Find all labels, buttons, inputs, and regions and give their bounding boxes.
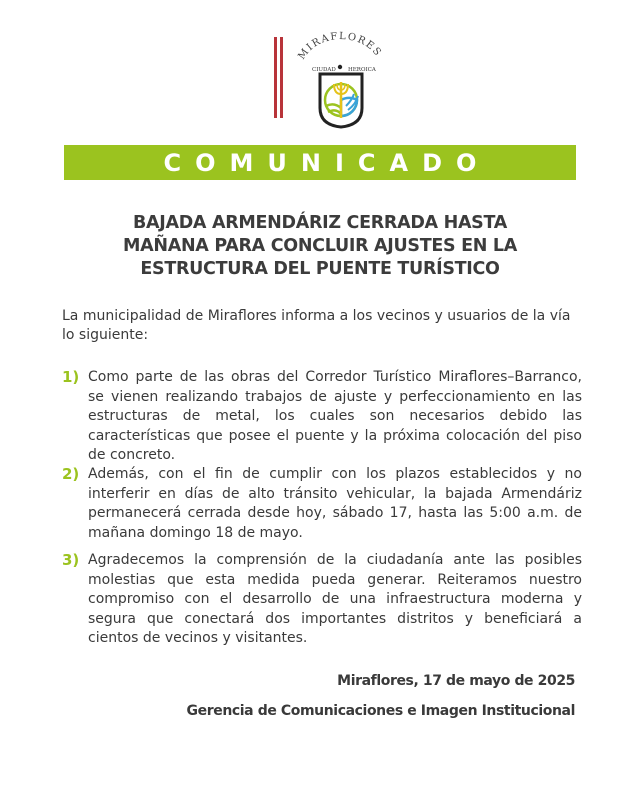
list-item xyxy=(62,368,582,466)
svg-text:MIRAFLORES: MIRAFLORES xyxy=(296,30,384,62)
red-stripe xyxy=(280,37,283,118)
signature-department: Gerencia de Comunicaciones e Imagen Institucional xyxy=(186,703,575,719)
red-stripe xyxy=(274,37,277,118)
svg-text:CIUDAD: CIUDAD xyxy=(312,67,336,73)
signature-place-date: Miraflores, 17 de mayo de 2025 xyxy=(337,673,575,689)
svg-text:HEROICA: HEROICA xyxy=(348,67,376,73)
list-item-number: 2) xyxy=(62,465,80,483)
intro-paragraph: La municipalidad de Miraflores informa a los vecinos y usuarios de la vía lo siguiente: xyxy=(62,308,571,343)
comunicado-banner xyxy=(64,145,576,180)
headline-line: ESTRUCTURA DEL PUENTE TURÍSTICO xyxy=(140,259,500,279)
headline xyxy=(80,212,560,281)
list-item-number: 3) xyxy=(62,551,80,569)
banner-title: COMUNICADO xyxy=(163,148,491,177)
headline-line: MAÑANA PARA CONCLUIR AJUSTES EN LA xyxy=(123,236,517,256)
list-item xyxy=(62,551,582,649)
miraflores-crest-icon xyxy=(290,30,390,130)
list-item-text: Además, con el fin de cumplir con los plazos establecidos y no interferir en días de alto tránsito vehicular, la bajada Armendáriz permanecerá cerrada desde hoy, sábado 17, hasta las 5:00 a.m. de mañana domingo 18 de mayo. xyxy=(88,466,582,541)
list-item-text: Como parte de las obras del Corredor Turístico Miraflores–Barranco, se vienen realizando trabajos de ajuste y perfeccionamiento en las estructuras de metal, los cuales son necesarios debido las características que posee el puente y la próxima colocación del piso de concreto. xyxy=(88,369,582,463)
list-item-text: Agradecemos la comprensión de la ciudadanía ante las posibles molestias que esta medida pueda generar. Reiteramos nuestro compromiso con el desarrollo de una infraestructura moderna y segura que conectará dos importantes distritos y beneficiará a cientos de vecinos y visitantes. xyxy=(88,552,582,646)
list-item-number: 1) xyxy=(62,368,80,386)
headline-line: BAJADA ARMENDÁRIZ CERRADA HASTA xyxy=(132,213,508,233)
municipal-logo xyxy=(270,30,390,130)
list-item xyxy=(62,465,582,543)
